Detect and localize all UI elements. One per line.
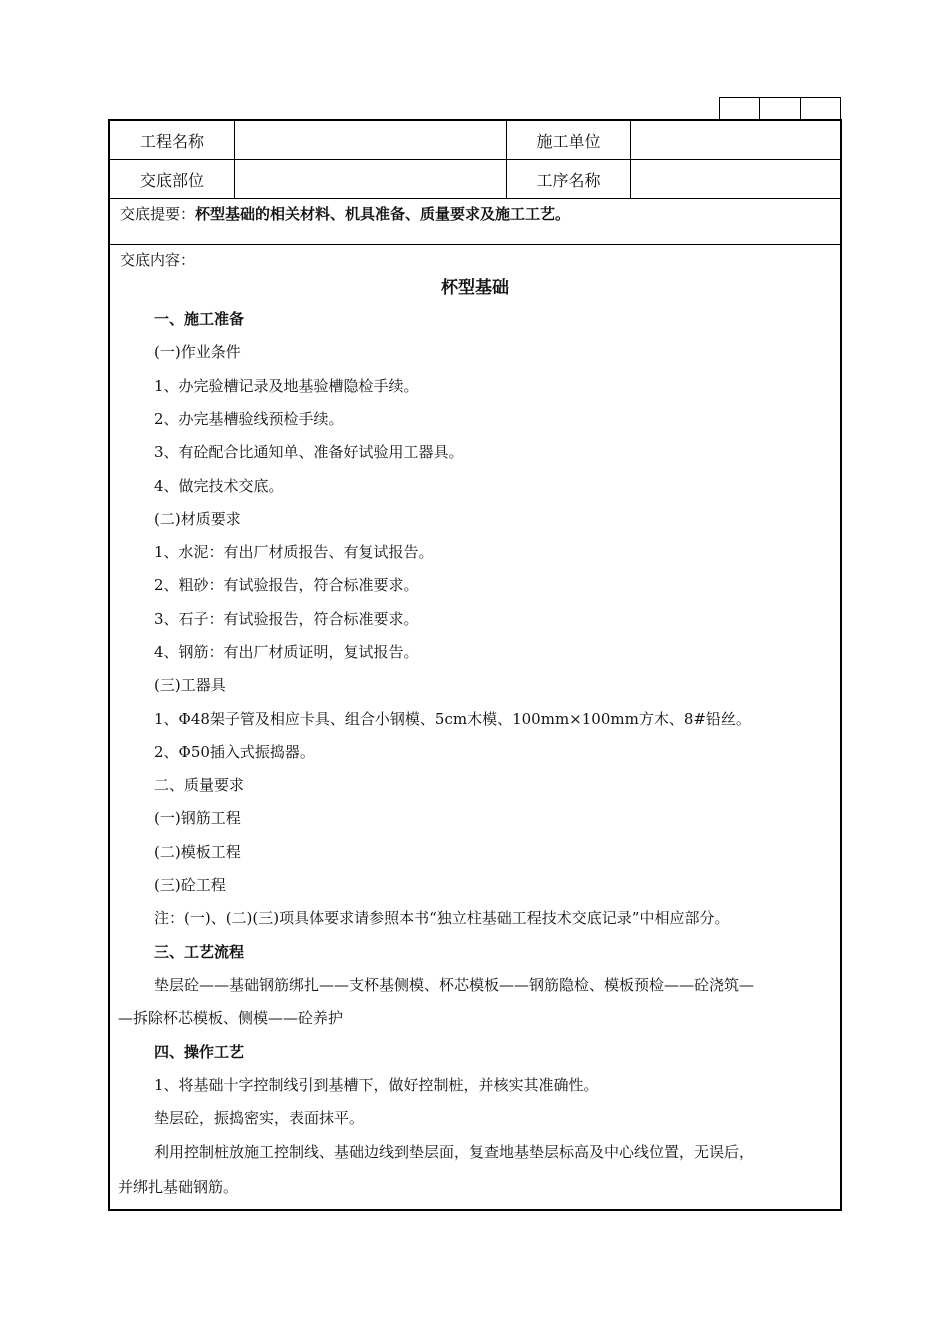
summary-label: 交底提要： — [120, 205, 196, 223]
header-row-1 — [110, 121, 840, 160]
summary-text: 杯型基础的相关材料、机具准备、质量要求及施工工艺。 — [195, 205, 571, 223]
construction-unit-label: 施工单位 — [507, 121, 631, 159]
content-line: 2、Φ50插入式振捣器。 — [154, 743, 315, 761]
content-line: 并绑扎基础钢筋。 — [118, 1178, 239, 1196]
content-line: 1、水泥：有出厂材质报告、有复试报告。 — [154, 543, 434, 561]
code-box — [801, 98, 840, 119]
section-heading: 三、工艺流程 — [154, 943, 245, 961]
handover-location-value — [235, 160, 507, 198]
section-heading: 一、施工准备 — [154, 310, 245, 328]
subsection-heading: (一)作业条件 — [154, 343, 241, 361]
content-line: 3、有砼配合比通知单、准备好试验用工器具。 — [154, 443, 464, 461]
top-right-code-boxes — [719, 97, 841, 119]
content-line: 3、石子：有试验报告，符合标准要求。 — [154, 610, 419, 628]
summary — [120, 203, 570, 224]
handover-record-sheet — [108, 119, 842, 1211]
process-name-value — [631, 160, 840, 198]
content-title: 杯型基础 — [441, 278, 509, 298]
project-name-label: 工程名称 — [110, 121, 235, 159]
process-flow-line: —拆除杯芯模板、侧模——砼养护 — [118, 1009, 344, 1027]
content-line: 1、Φ48架子管及相应卡具、组合小钢模、5cm木模、100mm×100mm方木、8#铅丝。 — [154, 710, 751, 728]
process-name-label: 工序名称 — [507, 160, 631, 198]
note-line: 注：(一)、(二)(三)项具体要求请参照本书“独立柱基础工程技术交底记录”中相应部分。 — [154, 909, 730, 927]
code-box — [720, 98, 760, 119]
code-box — [760, 98, 800, 119]
content-label: 交底内容： — [120, 251, 196, 269]
subsection-heading: (一)钢筋工程 — [154, 809, 241, 827]
construction-unit-value — [631, 121, 840, 159]
subsection-heading: (三)工器具 — [154, 676, 226, 694]
subsection-heading: (二)模板工程 — [154, 843, 241, 861]
content-line: 4、做完技术交底。 — [154, 477, 284, 495]
header-row-2 — [110, 160, 840, 199]
content-line: 1、办完验槽记录及地基验槽隐检手续。 — [154, 377, 419, 395]
section-heading: 四、操作工艺 — [154, 1043, 245, 1061]
content-line: 利用控制桩放施工控制线、基础边线到垫层面，复查地基垫层标高及中心线位置，无误后， — [154, 1143, 755, 1161]
subsection-heading: (三)砼工程 — [154, 876, 226, 894]
content-line: 1、将基础十字控制线引到基槽下，做好控制桩，并核实其准确性。 — [154, 1076, 599, 1094]
content-section — [110, 245, 840, 1209]
content-line: 2、粗砂：有试验报告，符合标准要求。 — [154, 576, 419, 594]
handover-location-label: 交底部位 — [110, 160, 235, 198]
summary-row — [110, 199, 840, 245]
content-line: 垫层砼，振捣密实，表面抹平。 — [154, 1109, 365, 1127]
subsection-heading: (二)材质要求 — [154, 510, 241, 528]
content-line: 2、办完基槽验线预检手续。 — [154, 410, 344, 428]
project-name-value — [235, 121, 507, 159]
content-line: 4、钢筋：有出厂材质证明，复试报告。 — [154, 643, 419, 661]
process-flow-line: 垫层砼——基础钢筋绑扎——支杯基侧模、杯芯模板——钢筋隐检、模板预检——砼浇筑— — [154, 976, 755, 994]
section-heading: 二、质量要求 — [154, 776, 245, 794]
